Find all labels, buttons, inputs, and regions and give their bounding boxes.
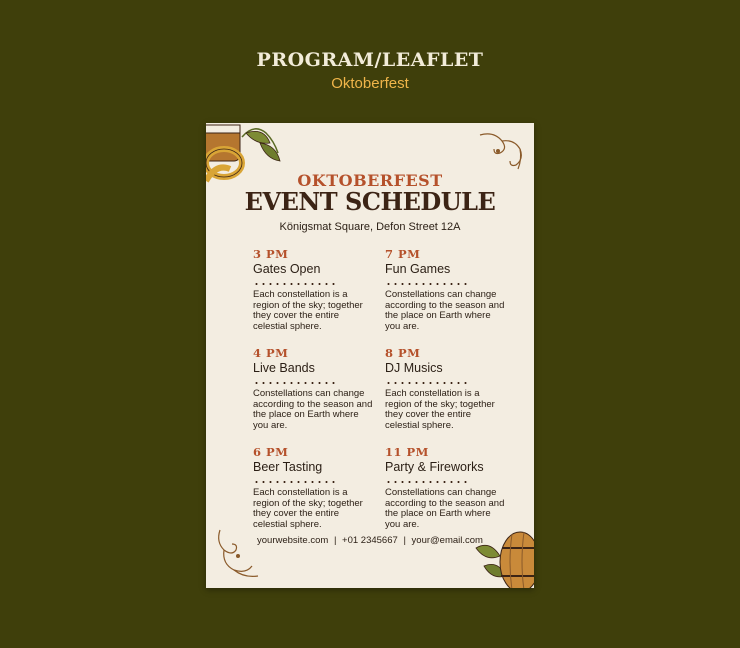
page-title: PROGRAM/LEAFLET [256,49,484,71]
event-schedule-title: EVENT SCHEDULE [244,187,496,216]
event-time: 11 PM [385,445,429,459]
dotted-divider [253,281,339,287]
brand-heading: OKTOBERFEST [297,171,443,190]
event-item [385,247,505,332]
event-name: DJ Musics [385,361,443,375]
event-description: Constellations can change according to the season and the place on Earth where you are. [385,487,505,530]
event-name: Beer Tasting [253,460,323,474]
footer-separator: | [403,535,406,546]
dotted-divider [253,380,339,386]
website-link[interactable]: yourwebsite.com [257,535,329,546]
event-description: Each constellation is a region of the sky; together they cover the entire celestial sphere. [253,289,363,332]
barrel-icon [474,518,534,588]
event-description: Constellations can change according to the season and the place on Earth where you are. [253,388,373,431]
event-name: Gates Open [253,262,321,276]
footer-separator: | [333,535,337,546]
event-item [253,346,373,431]
event-time: 8 PM [385,346,421,360]
event-description: Each constellation is a region of the sky; together they cover the entire celestial sphere. [253,487,363,530]
dotted-divider [385,479,471,485]
event-description: Each constellation is a region of the sky; together they cover the entire celestial sphere. [385,388,495,431]
event-time: 6 PM [253,445,289,459]
event-time: 3 PM [253,247,289,261]
dotted-divider [385,281,471,287]
venue-address: Königsmat Square, Defon Street 12A [279,221,461,233]
event-name: Party & Fireworks [385,460,484,474]
event-description: Constellations can change according to the season and the place on Earth where you are. [385,289,505,332]
flourish-icon [476,127,528,175]
event-time: 4 PM [253,346,289,360]
flourish-icon [212,526,264,582]
event-item [253,445,373,530]
event-time: 7 PM [385,247,421,261]
dotted-divider [385,380,471,386]
dotted-divider [253,479,339,485]
email-link[interactable]: your@email.com [411,535,483,546]
page-subtitle: Oktoberfest [331,75,409,92]
phone-number: +01 2345667 [342,535,398,546]
event-item [253,247,373,332]
leaflet [206,123,534,588]
event-item [385,346,505,431]
event-name: Fun Games [385,262,451,276]
event-name: Live Bands [253,361,315,375]
